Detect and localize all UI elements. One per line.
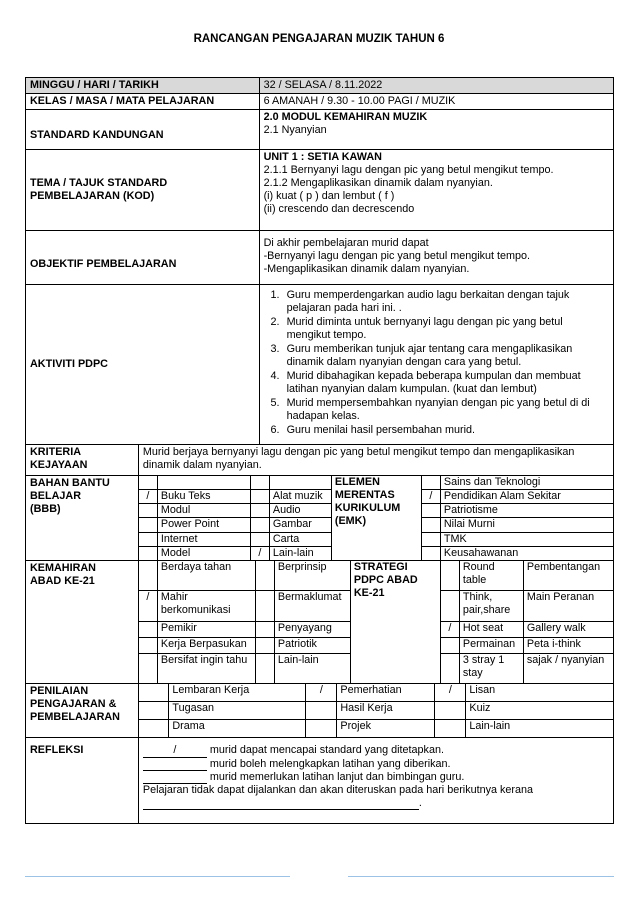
emk-label bbox=[331, 476, 421, 560]
bbb-item bbox=[157, 476, 250, 490]
aktiviti-list bbox=[264, 289, 609, 437]
lesson-plan-table bbox=[25, 77, 614, 824]
aktiviti-value bbox=[259, 285, 613, 445]
strategi-label-2: PDPC ABAD bbox=[353, 574, 418, 586]
penilaian-check[interactable] bbox=[435, 720, 466, 737]
abad-label-1: KEMAHIRAN bbox=[30, 562, 96, 574]
standard-value bbox=[259, 110, 613, 150]
kriteria-value: Murid berjaya bernyanyi lagu dengan pic yang betul mengikut tempo dan mengaplikasikan dinamik dalam nyanyian. bbox=[138, 445, 613, 476]
tema-line: (i) kuat ( p ) dan lembut ( f ) bbox=[263, 190, 395, 202]
bbb-label-1: BAHAN BANTU bbox=[30, 477, 110, 489]
strategi-item: Peta i-think bbox=[523, 637, 613, 653]
penilaian-label-1: PENILAIAN bbox=[30, 685, 89, 697]
bbb-item: Modul bbox=[157, 504, 250, 518]
strategi-label-1: STRATEGI bbox=[353, 561, 408, 573]
penilaian-check[interactable] bbox=[139, 720, 169, 737]
bbb-item: Gambar bbox=[269, 518, 331, 532]
strategi-label bbox=[350, 561, 440, 683]
aktiviti-item: 1. Guru memperdengarkan audio lagu berkaitan dengan tajuk pelajaran pada hari ini. . bbox=[283, 289, 609, 315]
emk-check[interactable]: / bbox=[421, 490, 440, 504]
emk-check[interactable] bbox=[421, 504, 440, 518]
penilaian-label bbox=[26, 684, 139, 738]
abad-item: Berdaya tahan bbox=[157, 561, 255, 591]
strategi-item: Think, pair,share bbox=[459, 591, 523, 622]
bbb-check[interactable] bbox=[139, 546, 158, 560]
minggu-label: MINGGU / HARI / TARIKH bbox=[26, 78, 260, 94]
abad-check[interactable] bbox=[255, 591, 274, 622]
emk-check[interactable] bbox=[421, 532, 440, 546]
refleksi-line4: Pelajaran tidak dapat dijalankan dan akan diteruskan pada hari berikutnya kerana bbox=[142, 784, 534, 796]
strategi-check[interactable] bbox=[440, 637, 459, 653]
emk-item: Keusahawanan bbox=[440, 546, 613, 560]
kelas-value: 6 AMANAH / 9.30 - 10.00 PAGI / MUZIK bbox=[259, 94, 613, 110]
tema-value bbox=[259, 150, 613, 231]
objektif-line: -Bernyanyi lagu dengan pic yang betul mengikut tempo. bbox=[263, 250, 531, 262]
bbb-check[interactable] bbox=[250, 476, 269, 490]
emk-check[interactable] bbox=[421, 476, 440, 490]
bbb-check[interactable] bbox=[139, 532, 158, 546]
kriteria-label-2: KEJAYAAN bbox=[30, 459, 88, 471]
strategi-check[interactable] bbox=[440, 653, 459, 683]
refleksi-label: REFLEKSI bbox=[26, 738, 139, 824]
abad-check[interactable] bbox=[255, 653, 274, 683]
refleksi-line2: murid boleh melengkapkan latihan yang diberikan. bbox=[209, 758, 451, 770]
penilaian-item: Kuiz bbox=[466, 701, 613, 719]
footer-rule-right bbox=[348, 876, 614, 877]
emk-check[interactable] bbox=[421, 546, 440, 560]
abad-strategi-grid bbox=[139, 561, 613, 683]
bbb-item: Model bbox=[157, 546, 250, 560]
emk-label-3: KURIKULUM bbox=[334, 502, 401, 514]
refleksi-line1: murid dapat mencapai standard yang ditetapkan. bbox=[209, 744, 444, 756]
bbb-item: Lain-lain bbox=[269, 546, 331, 560]
penilaian-item: Lain-lain bbox=[466, 720, 613, 737]
strategi-item: Gallery walk bbox=[523, 621, 613, 637]
penilaian-item: Tugasan bbox=[169, 701, 306, 719]
penilaian-check[interactable]: / bbox=[435, 684, 466, 701]
bbb-item bbox=[269, 476, 331, 490]
refleksi-mark[interactable]: / bbox=[143, 744, 207, 758]
abad-strategi-cell bbox=[138, 561, 613, 684]
emk-item: Nilai Murni bbox=[440, 518, 613, 532]
penilaian-grid bbox=[139, 684, 613, 737]
tema-line: (ii) crescendo dan decrescendo bbox=[263, 203, 415, 215]
strategi-item: sajak / nyanyian bbox=[523, 653, 613, 683]
bbb-item: Power Point bbox=[157, 518, 250, 532]
penilaian-check[interactable] bbox=[139, 684, 169, 701]
kelas-label: KELAS / MASA / MATA PELAJARAN bbox=[26, 94, 260, 110]
aktiviti-item: 3. Guru memberikan tunjuk ajar tentang cara mengaplikasikan dinamik dalam nyanyian dengan cara yang betul. bbox=[283, 343, 609, 369]
aktiviti-item: 2. Murid diminta untuk bernyanyi lagu dengan pic yang betul mengikut tempo. bbox=[283, 316, 609, 342]
abad-item: Bersifat ingin tahu bbox=[157, 653, 255, 683]
abad-check[interactable]: / bbox=[139, 591, 158, 622]
standard-label: STANDARD KANDUNGAN bbox=[26, 110, 260, 150]
minggu-value: 32 / SELASA / 8.11.2022 bbox=[259, 78, 613, 94]
tema-label-2: PEMBELAJARAN (KOD) bbox=[30, 190, 155, 202]
standard-line1: 2.0 MODUL KEMAHIRAN MUZIK bbox=[263, 111, 428, 123]
footer-rule-left bbox=[25, 876, 290, 877]
objektif-line: Di akhir pembelajaran murid dapat bbox=[263, 237, 429, 249]
penilaian-check[interactable]: / bbox=[306, 684, 337, 701]
penilaian-check[interactable] bbox=[139, 701, 169, 719]
refleksi-blank[interactable] bbox=[143, 758, 207, 771]
refleksi-value bbox=[138, 738, 613, 824]
abad-check[interactable] bbox=[255, 637, 274, 653]
bbb-check[interactable] bbox=[250, 504, 269, 518]
kriteria-label-1: KRITERIA bbox=[30, 446, 81, 458]
abad-item: Pemikir bbox=[157, 621, 255, 637]
abad-item: Mahir berkomunikasi bbox=[157, 591, 255, 622]
penilaian-label-2: PENGAJARAN & bbox=[30, 698, 117, 710]
emk-item: TMK bbox=[440, 532, 613, 546]
refleksi-line3: murid memerlukan latihan lanjut dan bimbingan guru. bbox=[209, 771, 465, 783]
refleksi-reason-blank[interactable] bbox=[143, 797, 419, 810]
emk-item: Pendidikan Alam Sekitar bbox=[440, 490, 613, 504]
abad-item: Bermaklumat bbox=[274, 591, 350, 622]
bbb-emk-cell bbox=[138, 476, 613, 561]
bbb-item: Carta bbox=[269, 532, 331, 546]
penilaian-check[interactable] bbox=[306, 701, 337, 719]
bbb-item: Internet bbox=[157, 532, 250, 546]
abad-check[interactable] bbox=[255, 621, 274, 637]
bbb-check[interactable] bbox=[139, 504, 158, 518]
tema-head: UNIT 1 : SETIA KAWAN bbox=[263, 151, 382, 163]
aktiviti-item: 4. Murid dibahagikan kepada beberapa kumpulan dan membuat latihan nyanyian dalam kumpulan. (kuat dan lembut) bbox=[283, 370, 609, 396]
aktiviti-item: 6. Guru menilai hasil persembahan murid. bbox=[283, 424, 609, 437]
aktiviti-item: 5. Murid mempersembahkan nyanyian dengan pic yang betul di di hadapan kelas. bbox=[283, 397, 609, 423]
emk-check[interactable] bbox=[421, 518, 440, 532]
refleksi-end: . bbox=[418, 797, 422, 809]
bbb-check[interactable] bbox=[250, 518, 269, 532]
penilaian-check[interactable] bbox=[306, 720, 337, 737]
page-title: RANCANGAN PENGAJARAN MUZIK TAHUN 6 bbox=[193, 33, 445, 45]
tema-label bbox=[26, 150, 260, 231]
penilaian-cell bbox=[138, 684, 613, 738]
abad-check[interactable] bbox=[139, 653, 158, 683]
abad-check[interactable] bbox=[139, 637, 158, 653]
bbb-label bbox=[26, 476, 139, 561]
tema-line: 2.1.2 Mengaplikasikan dinamik dalam nyanyian. bbox=[263, 177, 493, 189]
abad-check[interactable] bbox=[255, 561, 274, 591]
refleksi-blank[interactable] bbox=[143, 771, 207, 784]
bbb-item: Alat muzik bbox=[269, 490, 331, 504]
abad-item: Penyayang bbox=[274, 621, 350, 637]
abad-item: Lain-lain bbox=[274, 653, 350, 683]
bbb-item: Audio bbox=[269, 504, 331, 518]
standard-line2: 2.1 Nyanyian bbox=[263, 124, 327, 136]
abad-check[interactable] bbox=[139, 561, 158, 591]
abad-item: Patriotik bbox=[274, 637, 350, 653]
strategi-item: 3 stray 1 stay bbox=[459, 653, 523, 683]
penilaian-item: Pemerhatian bbox=[337, 684, 435, 701]
strategi-item: Main Peranan bbox=[523, 591, 613, 622]
abad-label-2: ABAD KE-21 bbox=[30, 575, 95, 587]
penilaian-item: Projek bbox=[337, 720, 435, 737]
bbb-label-2: BELAJAR bbox=[30, 490, 81, 502]
strategi-label-3: KE-21 bbox=[353, 587, 385, 599]
bbb-check[interactable]: / bbox=[250, 546, 269, 560]
bbb-label-3: (BBB) bbox=[30, 503, 61, 515]
emk-label-2: MERENTAS bbox=[334, 489, 395, 501]
abad-check[interactable] bbox=[139, 621, 158, 637]
penilaian-item: Lembaran Kerja bbox=[169, 684, 306, 701]
emk-label-1: ELEMEN bbox=[334, 476, 380, 488]
tema-label-1: TEMA / TAJUK STANDARD bbox=[30, 177, 168, 189]
penilaian-item: Drama bbox=[169, 720, 306, 737]
bbb-check[interactable]: / bbox=[139, 490, 158, 504]
bbb-item: Buku Teks bbox=[157, 490, 250, 504]
tema-line: 2.1.1 Bernyanyi lagu dengan pic yang betul mengikut tempo. bbox=[263, 164, 554, 176]
bbb-check[interactable] bbox=[250, 490, 269, 504]
penilaian-check[interactable] bbox=[435, 701, 466, 719]
abad-label bbox=[26, 561, 139, 684]
bbb-check[interactable] bbox=[139, 476, 158, 490]
emk-item: Patriotisme bbox=[440, 504, 613, 518]
objektif-line: -Mengaplikasikan dinamik dalam nyanyian. bbox=[263, 263, 470, 275]
penilaian-item: Hasil Kerja bbox=[337, 701, 435, 719]
abad-item: Kerja Berpasukan bbox=[157, 637, 255, 653]
kriteria-label bbox=[26, 445, 139, 476]
strategi-item: Permainan bbox=[459, 637, 523, 653]
strategi-check[interactable]: / bbox=[440, 621, 459, 637]
objektif-label: OBJEKTIF PEMBELAJARAN bbox=[26, 231, 260, 285]
objektif-value bbox=[259, 231, 613, 285]
bbb-emk-grid bbox=[139, 476, 613, 560]
emk-label-4: (EMK) bbox=[334, 515, 367, 527]
strategi-check[interactable] bbox=[440, 591, 459, 622]
emk-item: Sains dan Teknologi bbox=[440, 476, 613, 490]
strategi-item: Hot seat bbox=[459, 621, 523, 637]
penilaian-label-3: PEMBELAJARAN bbox=[30, 711, 120, 723]
abad-item: Berprinsip bbox=[274, 561, 350, 591]
strategi-check[interactable] bbox=[440, 561, 459, 591]
bbb-check[interactable] bbox=[139, 518, 158, 532]
strategi-item: Pembentangan bbox=[523, 561, 613, 591]
strategi-item: Round table bbox=[459, 561, 523, 591]
penilaian-item: Lisan bbox=[466, 684, 613, 701]
bbb-check[interactable] bbox=[250, 532, 269, 546]
aktiviti-label: AKTIVITI PDPC bbox=[26, 285, 260, 445]
